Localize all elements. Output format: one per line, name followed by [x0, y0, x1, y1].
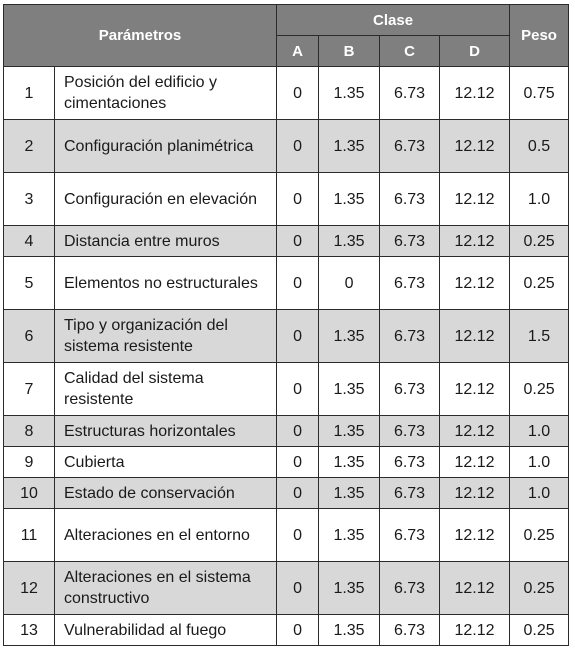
header-peso: Peso	[510, 5, 569, 67]
row-parameter: Alteraciones en el sistema constructivo	[55, 562, 277, 615]
row-index: 7	[4, 363, 55, 416]
header-class-c: C	[380, 36, 440, 67]
header-class-b: B	[319, 36, 380, 67]
table-row	[4, 120, 569, 173]
row-value-d: 12.12	[440, 562, 510, 615]
row-value-c: 6.73	[380, 226, 440, 257]
row-index: 11	[4, 509, 55, 562]
row-value-c: 6.73	[380, 509, 440, 562]
row-value-a: 0	[277, 416, 319, 447]
table-row	[4, 447, 569, 478]
row-value-b: 1.35	[319, 173, 380, 226]
row-value-c: 6.73	[380, 447, 440, 478]
row-parameter: Estructuras horizontales	[55, 416, 277, 447]
row-value-b: 1.35	[319, 226, 380, 257]
row-parameter: Estado de conservación	[55, 478, 277, 509]
row-value-b: 1.35	[319, 615, 380, 646]
table-row	[4, 257, 569, 310]
row-value-a: 0	[277, 310, 319, 363]
table-row	[4, 615, 569, 646]
row-peso: 0.25	[510, 257, 569, 310]
row-value-a: 0	[277, 173, 319, 226]
header-class-d: D	[440, 36, 510, 67]
row-parameter: Calidad del sistema resistente	[55, 363, 277, 416]
header-clase: Clase	[277, 5, 510, 36]
row-value-a: 0	[277, 447, 319, 478]
row-value-a: 0	[277, 509, 319, 562]
header-parametros: Parámetros	[4, 5, 277, 67]
row-value-d: 12.12	[440, 310, 510, 363]
table-row	[4, 310, 569, 363]
row-parameter: Alteraciones en el entorno	[55, 509, 277, 562]
row-value-b: 1.35	[319, 447, 380, 478]
row-value-a: 0	[277, 67, 319, 120]
table-row	[4, 226, 569, 257]
row-value-b: 1.35	[319, 416, 380, 447]
row-value-d: 12.12	[440, 257, 510, 310]
row-value-b: 1.35	[319, 478, 380, 509]
row-index: 12	[4, 562, 55, 615]
row-peso: 1.0	[510, 478, 569, 509]
row-index: 4	[4, 226, 55, 257]
header-class-a: A	[277, 36, 319, 67]
row-value-c: 6.73	[380, 257, 440, 310]
table-row	[4, 562, 569, 615]
row-value-c: 6.73	[380, 67, 440, 120]
row-index: 9	[4, 447, 55, 478]
row-value-a: 0	[277, 615, 319, 646]
row-index: 10	[4, 478, 55, 509]
table-row	[4, 363, 569, 416]
row-value-b: 1.35	[319, 363, 380, 416]
row-peso: 1.0	[510, 447, 569, 478]
row-value-a: 0	[277, 257, 319, 310]
row-value-a: 0	[277, 363, 319, 416]
parameters-table	[3, 4, 569, 646]
row-value-d: 12.12	[440, 615, 510, 646]
row-peso: 0.25	[510, 615, 569, 646]
table-row	[4, 173, 569, 226]
row-value-a: 0	[277, 478, 319, 509]
row-value-c: 6.73	[380, 173, 440, 226]
row-value-c: 6.73	[380, 478, 440, 509]
table-row	[4, 509, 569, 562]
row-peso: 0.25	[510, 226, 569, 257]
row-peso: 0.75	[510, 67, 569, 120]
row-index: 1	[4, 67, 55, 120]
row-peso: 1.0	[510, 173, 569, 226]
table-row	[4, 67, 569, 120]
row-value-a: 0	[277, 562, 319, 615]
row-parameter: Cubierta	[55, 447, 277, 478]
row-value-d: 12.12	[440, 363, 510, 416]
row-peso: 0.25	[510, 363, 569, 416]
parameters-table-container	[3, 4, 569, 646]
row-value-b: 0	[319, 257, 380, 310]
row-value-c: 6.73	[380, 363, 440, 416]
row-value-d: 12.12	[440, 173, 510, 226]
row-value-d: 12.12	[440, 226, 510, 257]
row-value-b: 1.35	[319, 509, 380, 562]
row-index: 6	[4, 310, 55, 363]
row-index: 3	[4, 173, 55, 226]
row-parameter: Distancia entre muros	[55, 226, 277, 257]
row-value-c: 6.73	[380, 120, 440, 173]
row-value-c: 6.73	[380, 562, 440, 615]
row-value-c: 6.73	[380, 615, 440, 646]
row-peso: 1.0	[510, 416, 569, 447]
row-value-a: 0	[277, 226, 319, 257]
row-value-b: 1.35	[319, 120, 380, 173]
row-value-b: 1.35	[319, 310, 380, 363]
row-parameter: Elementos no estructurales	[55, 257, 277, 310]
row-parameter: Vulnerabilidad al fuego	[55, 615, 277, 646]
table-row	[4, 478, 569, 509]
table-header	[4, 5, 569, 67]
row-index: 5	[4, 257, 55, 310]
row-peso: 1.5	[510, 310, 569, 363]
row-value-d: 12.12	[440, 67, 510, 120]
row-value-b: 1.35	[319, 67, 380, 120]
row-parameter: Tipo y organización del sistema resistente	[55, 310, 277, 363]
table-body	[4, 67, 569, 646]
row-index: 2	[4, 120, 55, 173]
row-value-c: 6.73	[380, 416, 440, 447]
row-parameter: Posición del edificio y cimentaciones	[55, 67, 277, 120]
row-peso: 0.25	[510, 509, 569, 562]
row-value-a: 0	[277, 120, 319, 173]
row-value-d: 12.12	[440, 416, 510, 447]
row-peso: 0.25	[510, 562, 569, 615]
row-index: 13	[4, 615, 55, 646]
row-value-b: 1.35	[319, 562, 380, 615]
row-peso: 0.5	[510, 120, 569, 173]
row-value-c: 6.73	[380, 310, 440, 363]
row-parameter: Configuración planimétrica	[55, 120, 277, 173]
table-row	[4, 416, 569, 447]
row-index: 8	[4, 416, 55, 447]
row-value-d: 12.12	[440, 509, 510, 562]
row-value-d: 12.12	[440, 478, 510, 509]
row-parameter: Configuración en elevación	[55, 173, 277, 226]
row-value-d: 12.12	[440, 120, 510, 173]
row-value-d: 12.12	[440, 447, 510, 478]
